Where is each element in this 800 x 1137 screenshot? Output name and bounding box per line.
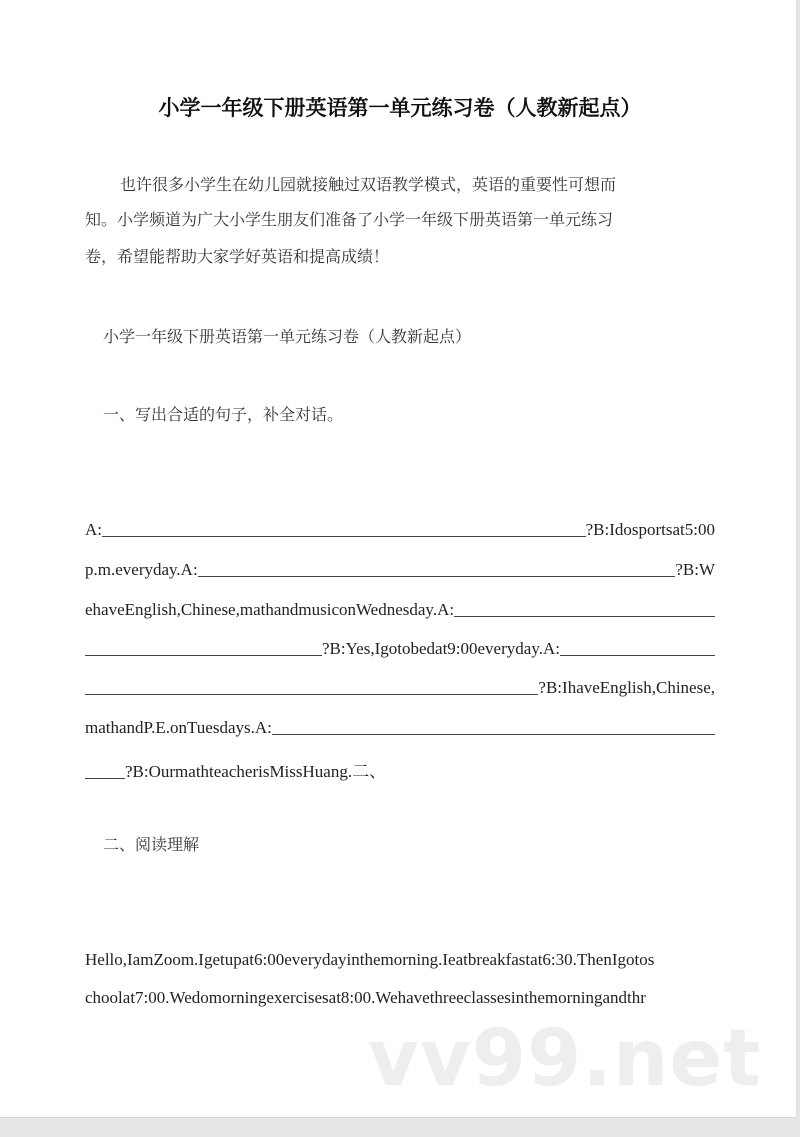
section-heading-2: 二、阅读理解: [103, 835, 200, 854]
dialog-text: ?B:IhaveEnglish,Chinese,: [538, 678, 715, 697]
answer-blank[interactable]: [85, 764, 125, 779]
section-heading-1: 一、写出合适的句子，补全对话。: [103, 405, 344, 424]
answer-blank[interactable]: [198, 562, 676, 577]
answer-blank[interactable]: [560, 641, 715, 656]
dialog-text: ?B:W: [675, 560, 715, 579]
dialog-text: ?B:Idosportsat5:00: [585, 520, 715, 539]
dialog-line: [85, 560, 715, 580]
dialog-text: ?B:Yes,Igotobedat9:00everyday.A:: [322, 639, 560, 658]
answer-blank[interactable]: [85, 680, 538, 695]
intro-line: 卷，希望能帮助大家学好英语和提高成绩！: [85, 247, 390, 266]
dialog-text: ehaveEnglish,Chinese,mathandmusiconWednesday.A:: [85, 600, 455, 619]
dialog-line: [85, 678, 715, 698]
answer-blank[interactable]: [272, 720, 715, 735]
intro-line: 也许很多小学生在幼儿园就接触过双语教学模式，英语的重要性可想而: [120, 175, 617, 194]
dialog-line: [85, 600, 715, 620]
dialog-line: [85, 757, 715, 782]
answer-blank[interactable]: [102, 522, 586, 537]
dialog-line: [85, 639, 715, 659]
dialog-text: p.m.everyday.A:: [85, 560, 198, 579]
watermark: vv99.net: [368, 1014, 762, 1104]
answer-blank[interactable]: [85, 641, 322, 656]
document-title: 小学一年级下册英语第一单元练习卷（人教新起点）: [158, 96, 642, 120]
reading-line: Hello,IamZoom.Igetupat6:00everydayinthemorning.Ieatbreakfastat6:30.ThenIgotos: [85, 950, 655, 969]
dialog-text: mathandP.E.onTuesdays.A:: [85, 718, 272, 737]
reading-line: choolat7:00.Wedomorningexercisesat8:00.Wehavethreeclassesinthemorningandthr: [85, 988, 646, 1007]
dialog-text: ?B:OurmathteacherisMissHuang.二、: [125, 762, 387, 781]
dialog-text: A:: [85, 520, 102, 539]
dialog-line: [85, 520, 715, 540]
subtitle: 小学一年级下册英语第一单元练习卷（人教新起点）: [103, 327, 472, 346]
intro-line: 知。小学频道为广大小学生朋友们准备了小学一年级下册英语第一单元练习: [85, 210, 614, 229]
dialog-line: [85, 718, 715, 738]
answer-blank[interactable]: [454, 602, 715, 617]
